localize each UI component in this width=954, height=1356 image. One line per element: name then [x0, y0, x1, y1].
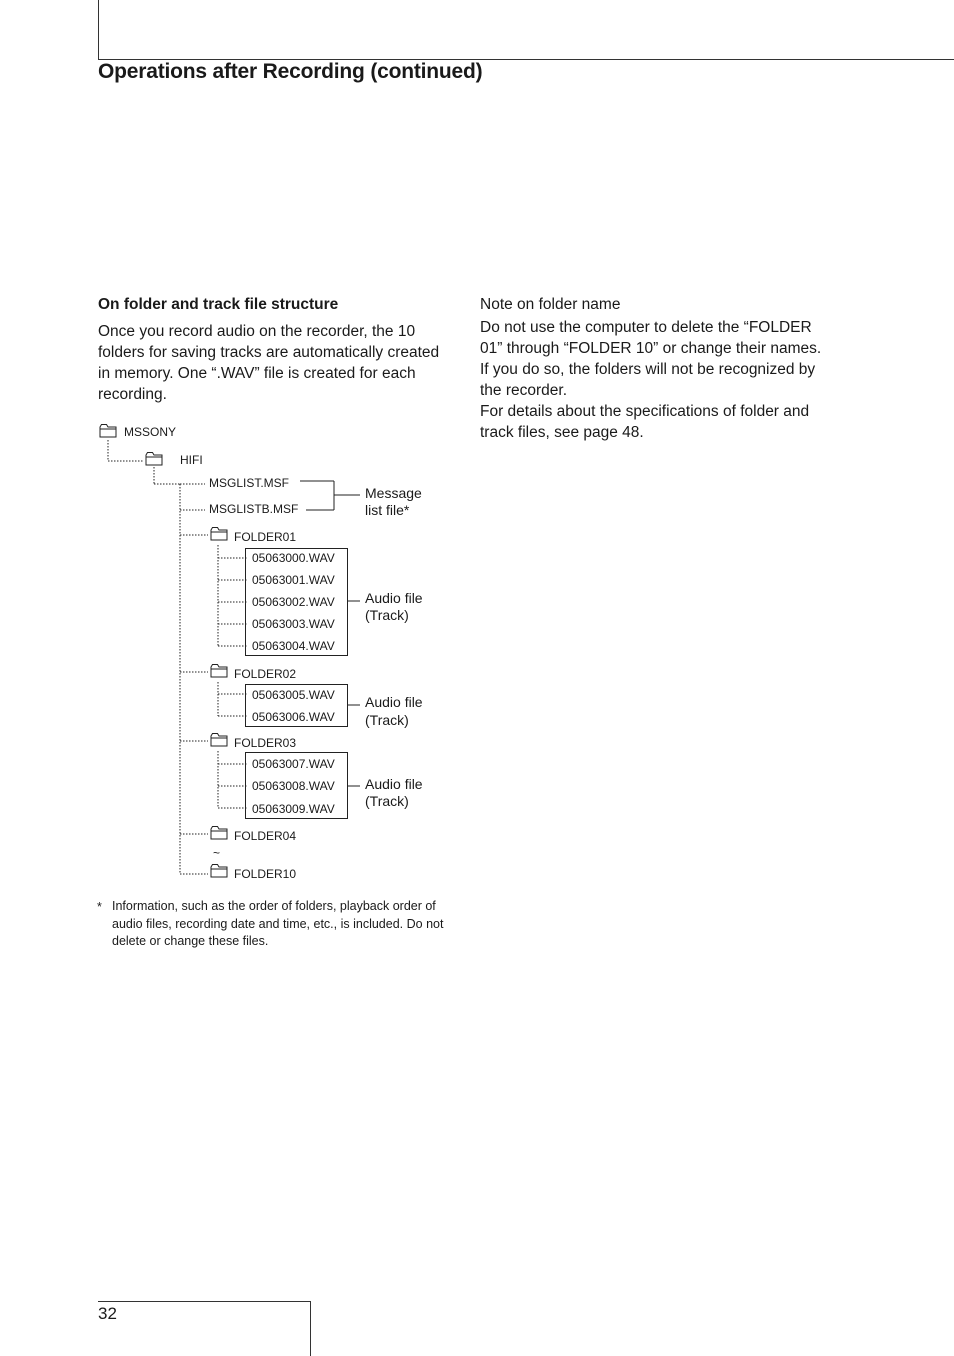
folder-icon — [100, 425, 116, 438]
wav-file-label: 05063002.WAV — [252, 595, 335, 609]
msg-file-label: MSGLIST.MSF — [209, 476, 290, 490]
callout-audio-line2: (Track) — [365, 793, 409, 809]
msg-file-label: MSGLISTB.MSF — [209, 502, 299, 516]
callout-message-line1: Message — [365, 485, 422, 501]
root-folder-label: MSSONY — [124, 425, 177, 439]
wav-file-label: 05063009.WAV — [252, 802, 335, 816]
note-paragraph-2: For details about the specifications of folder and track files, see page 48. — [480, 403, 810, 441]
page-title: Operations after Recording (continued) — [98, 60, 483, 83]
wav-file-label: 05063008.WAV — [252, 779, 335, 793]
folder-icon — [211, 665, 227, 678]
wav-file-label: 05063004.WAV — [252, 639, 335, 653]
folder-label: FOLDER03 — [234, 736, 297, 750]
file-group-boxes — [246, 549, 348, 819]
footer-rule-horizontal — [98, 1301, 311, 1302]
folder-icon — [146, 453, 162, 466]
callout-audio-line1: Audio file — [365, 590, 423, 606]
note-heading: Note on folder name — [480, 296, 621, 313]
page-number: 32 — [98, 1304, 117, 1323]
wav-file-label: 05063006.WAV — [252, 710, 335, 724]
wav-file-label: 05063005.WAV — [252, 688, 335, 702]
callout-audio-line2: (Track) — [365, 607, 409, 623]
section-body: Once you record audio on the recorder, the 10 folders for saving tracks are automatically created in memory. One “.WAV” file is created for each recording. — [98, 323, 440, 403]
wav-file-label: 05063000.WAV — [252, 551, 335, 565]
callout-lines — [300, 481, 360, 786]
sub-folder-label: HIFI — [180, 453, 203, 467]
callout-audio-line1: Audio file — [365, 694, 423, 710]
ellipsis-mark: ~ — [213, 846, 221, 860]
wav-file-label: 05063003.WAV — [252, 617, 335, 631]
folder-icon — [211, 734, 227, 747]
note-paragraph-1: Do not use the computer to delete the “FOLDER 01” through “FOLDER 10” or change their names. If you do so, the folders will not be recognized by the recorder. — [480, 319, 822, 399]
callout-message-line2: list file* — [365, 502, 410, 518]
folder-label: FOLDER04 — [234, 829, 297, 843]
footer-rule-vertical — [310, 1301, 311, 1356]
callout-audio-line2: (Track) — [365, 712, 409, 728]
folder-label: FOLDER10 — [234, 867, 297, 881]
footnote-mark: * — [97, 900, 102, 914]
folder-label: FOLDER02 — [234, 667, 297, 681]
folder-icon — [211, 865, 227, 878]
folder-label: FOLDER01 — [234, 530, 297, 544]
wav-file-label: 05063001.WAV — [252, 573, 335, 587]
section-heading: On folder and track file structure — [98, 296, 339, 313]
wav-file-label: 05063007.WAV — [252, 757, 335, 771]
folder-icon — [211, 528, 227, 541]
footnote-text: Information, such as the order of folders, playback order of audio files, recording date and time, etc., is included. Do not delete or change these files. — [112, 899, 444, 948]
folder-icon — [211, 827, 227, 840]
callout-audio-line1: Audio file — [365, 776, 423, 792]
